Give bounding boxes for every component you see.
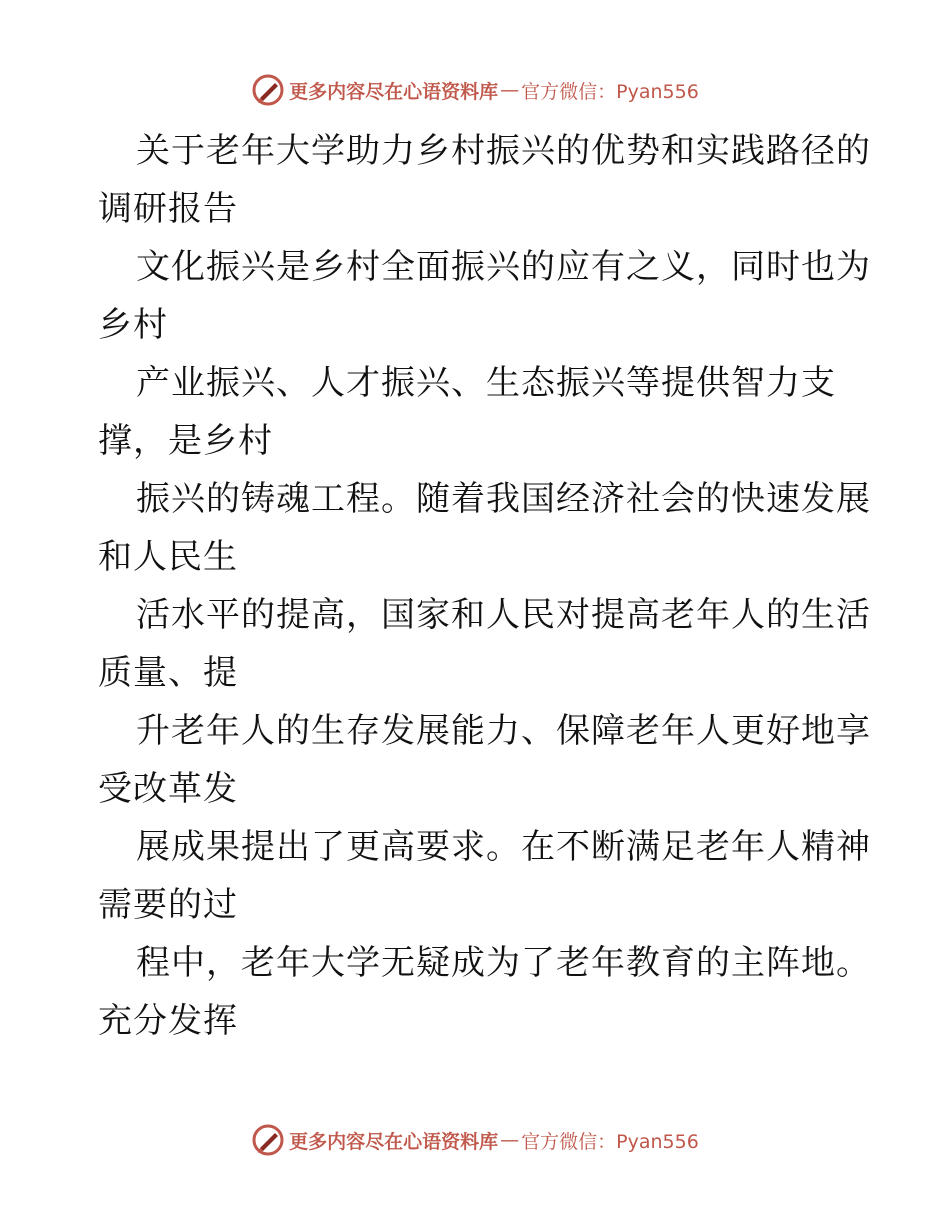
banner-contact: 官方微信：Pyan556 (521, 80, 699, 103)
paragraph-line: 活水平的提高，国家和人民对提高老年人的生活 (136, 595, 871, 635)
banner-text: 更多内容尽在心语资料库 (289, 80, 499, 103)
paragraph-line: 升老年人的生存发展能力、保障老年人更好地享 (136, 711, 871, 751)
banner-separator: — (500, 1129, 520, 1151)
pen-logo-icon (251, 73, 285, 107)
pen-logo-icon (251, 1123, 285, 1157)
paragraph-line: 程中，老年大学无疑成为了老年教育的主阵地。 (136, 943, 871, 983)
banner-contact: 官方微信：Pyan556 (521, 1130, 699, 1153)
paragraph-line: 质量、提 (98, 653, 238, 693)
paragraph-line: 受改革发 (98, 769, 238, 809)
document-body (98, 122, 871, 1050)
footer-banner (0, 1120, 950, 1160)
paragraph-line: 乡村 (98, 305, 168, 345)
paragraph-line: 撑，是乡村 (98, 421, 273, 461)
paragraph-line: 展成果提出了更高要求。在不断满足老年人精神 (136, 827, 871, 867)
document-title-line: 关于老年大学助力乡村振兴的优势和实践路径的 (136, 131, 871, 171)
paragraph-line: 充分发挥 (98, 1001, 238, 1041)
document-title-line: 调研报告 (98, 189, 238, 229)
banner-separator: — (500, 79, 520, 101)
banner-text: 更多内容尽在心语资料库 (289, 1130, 499, 1153)
paragraph-line: 产业振兴、人才振兴、生态振兴等提供智力支 (136, 363, 836, 403)
paragraph-line: 和人民生 (98, 537, 238, 577)
paragraph-line: 需要的过 (98, 885, 238, 925)
paragraph-line: 文化振兴是乡村全面振兴的应有之义，同时也为 (136, 247, 871, 287)
paragraph-line: 振兴的铸魂工程。随着我国经济社会的快速发展 (136, 479, 871, 519)
header-banner (0, 70, 950, 110)
